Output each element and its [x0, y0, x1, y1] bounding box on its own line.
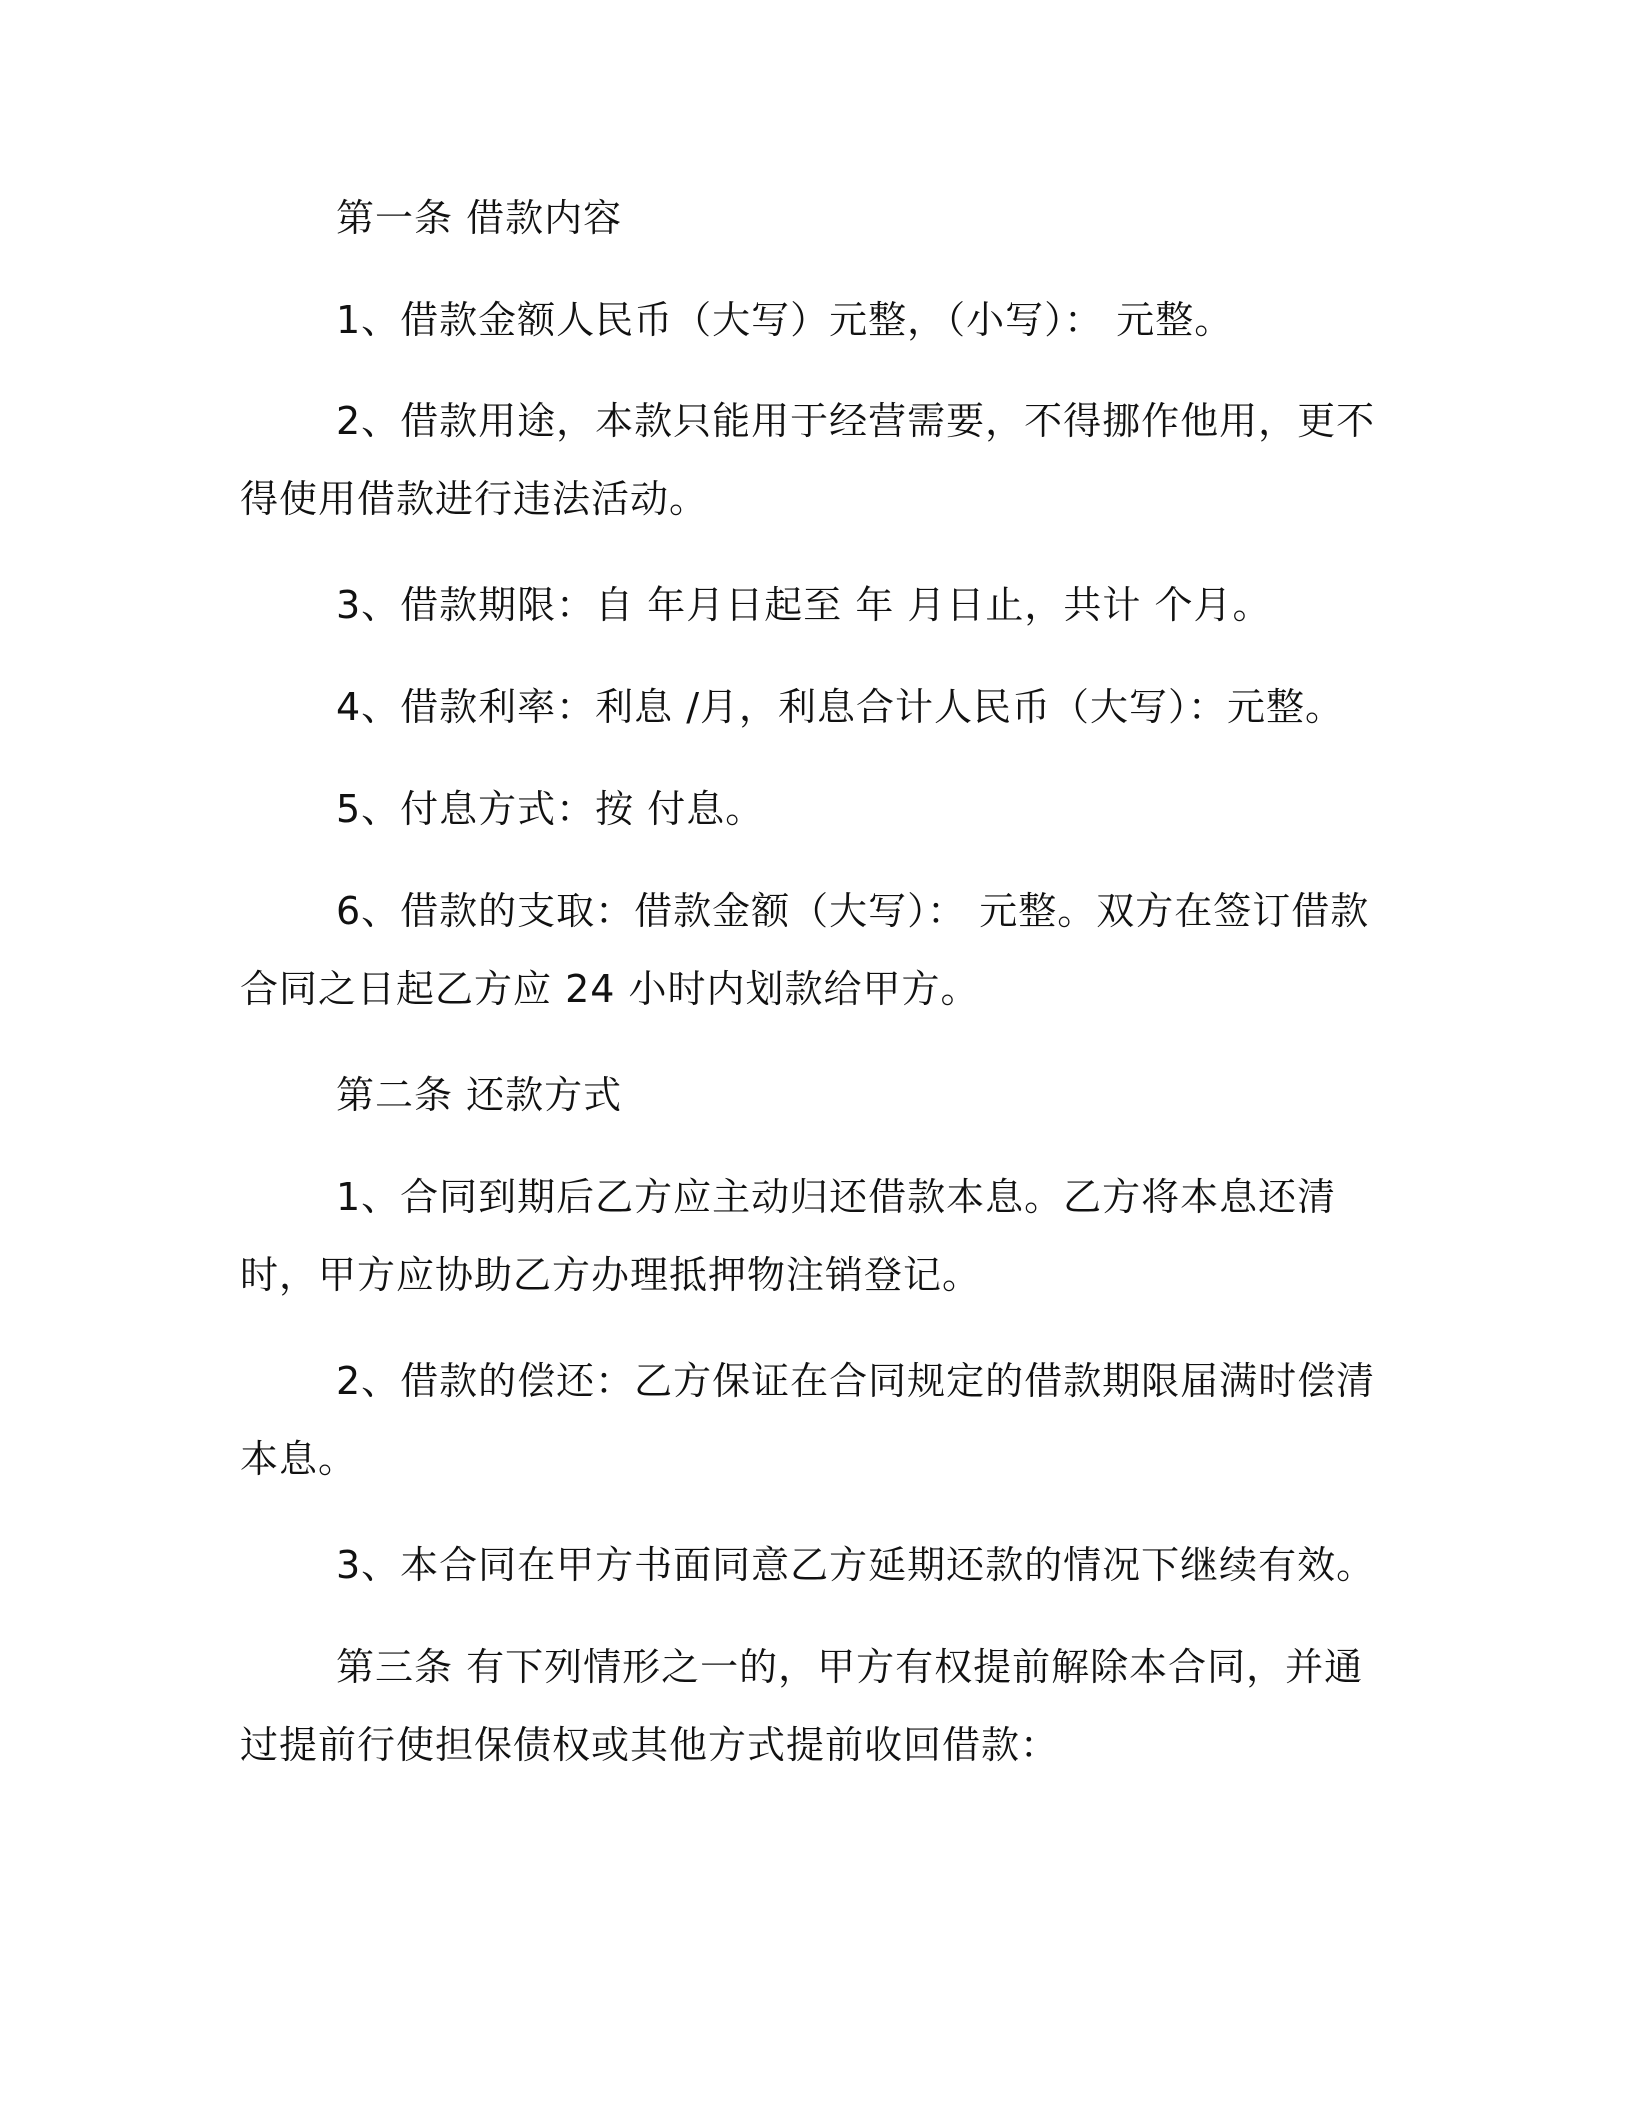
- article-3-heading: 第三条 有下列情形之一的，甲方有权提前解除本合同，并通过提前行使担保债权或其他方式提前收回借款：: [240, 1645, 1364, 1767]
- clause-extension-validity: 3、本合同在甲方书面同意乙方延期还款的情况下继续有效。: [336, 1543, 1376, 1587]
- article-2-heading: 第二条 还款方式: [336, 1073, 623, 1117]
- clause-repayment-guarantee: 2、借款的偿还：乙方保证在合同规定的借款期限届满时偿清本息。: [240, 1359, 1376, 1481]
- clause-interest-rate: 4、借款利率：利息 /月，利息合计人民币（大写）：元整。: [336, 685, 1345, 729]
- clause-loan-amount: 1、借款金额人民币（大写）元整，（小写）： 元整。: [336, 298, 1234, 342]
- clause-interest-payment: 5、付息方式：按 付息。: [336, 787, 765, 831]
- article-1-heading: 第一条 借款内容: [336, 196, 623, 240]
- clause-loan-term: 3、借款期限：自 年月日起至 年 月日止，共计 个月。: [336, 583, 1272, 627]
- clause-repayment-on-expiry: 1、合同到期后乙方应主动归还借款本息。乙方将本息还清时，甲方应协助乙方办理抵押物注销登记。: [240, 1175, 1337, 1297]
- clause-loan-withdrawal: 6、借款的支取：借款金额（大写）： 元整。双方在签订借款合同之日起乙方应 24 小时内划款给甲方。: [240, 889, 1370, 1011]
- clause-loan-purpose: 2、借款用途，本款只能用于经营需要，不得挪作他用，更不得使用借款进行违法活动。: [240, 399, 1376, 521]
